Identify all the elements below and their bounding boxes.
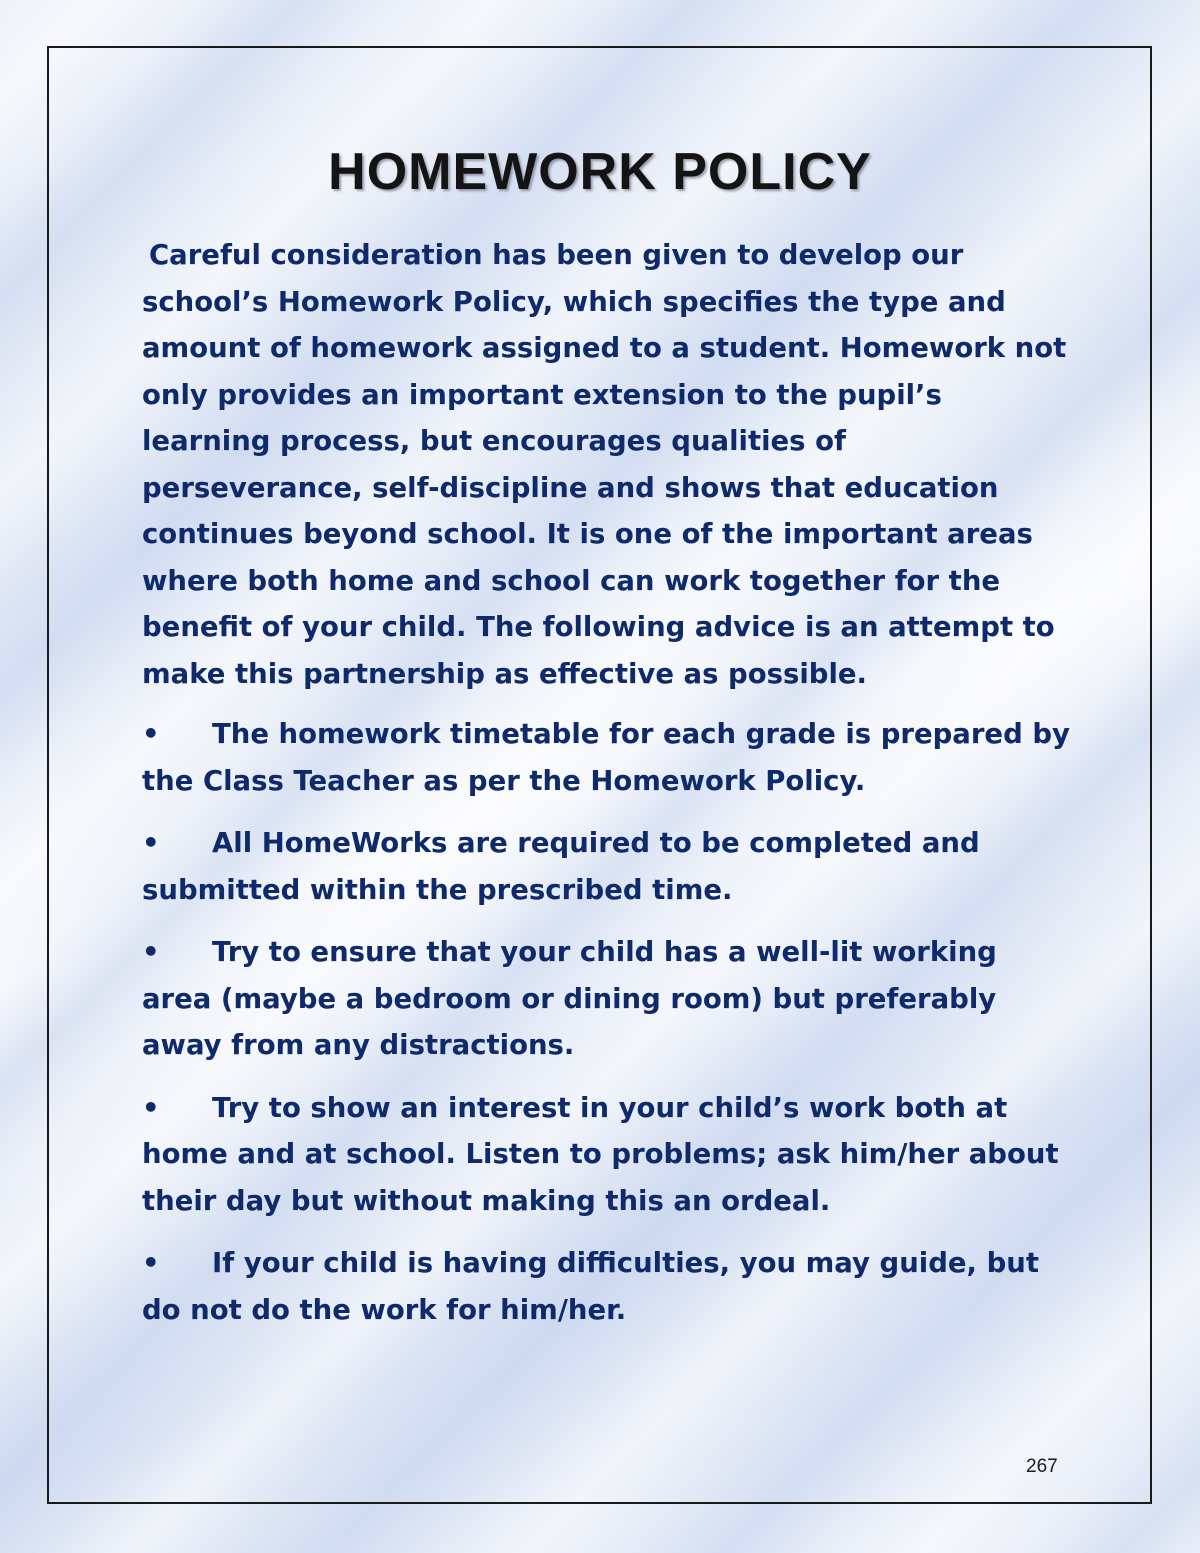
bullet-icon: • — [142, 936, 160, 968]
bullet-icon: • — [142, 1091, 160, 1124]
list-item — [142, 820, 1072, 913]
list-item-text: The homework timetable for each grade is prepared by the Class Teacher as per the Homework Policy. — [142, 718, 1070, 797]
list-item-text: Try to ensure that your child has a well-lit working area (maybe a bedroom or dining room) but preferably away from any distractions. — [142, 936, 997, 1061]
bullet-icon: • — [142, 718, 160, 750]
list-item — [142, 1085, 1072, 1225]
list-item — [142, 711, 1072, 804]
policy-content — [142, 232, 1072, 1349]
bullet-icon: • — [142, 827, 160, 859]
list-item-text: Try to show an interest in your child’s work both at home and at school. Listen to problems; ask him/her about their day but without making this an ordeal. — [142, 1091, 1059, 1217]
intro-paragraph: Careful consideration has been given to develop our school’s Homework Policy, which specifies the type and amount of homework assigned to a student. Homework not only provides an important extension to the pupil’s learning process, but encourages qualities of perseverance, self-discipline and shows that education continues beyond school. It is one of the important areas where both home and school can work together for the benefit of your child. The following advice is an attempt to make this partnership as effective as possible. — [142, 239, 1067, 690]
list-item — [142, 1240, 1072, 1333]
page-title: HOMEWORK POLICY — [328, 143, 872, 201]
list-item-text: All HomeWorks are required to be completed and submitted within the prescribed time. — [142, 827, 980, 906]
page-number: 267 — [1026, 1456, 1058, 1477]
list-item-text: If your child is having difficulties, you may guide, but do not do the work for him/her. — [142, 1247, 1039, 1326]
bullet-icon: • — [142, 1247, 160, 1279]
list-item — [142, 929, 1072, 1069]
